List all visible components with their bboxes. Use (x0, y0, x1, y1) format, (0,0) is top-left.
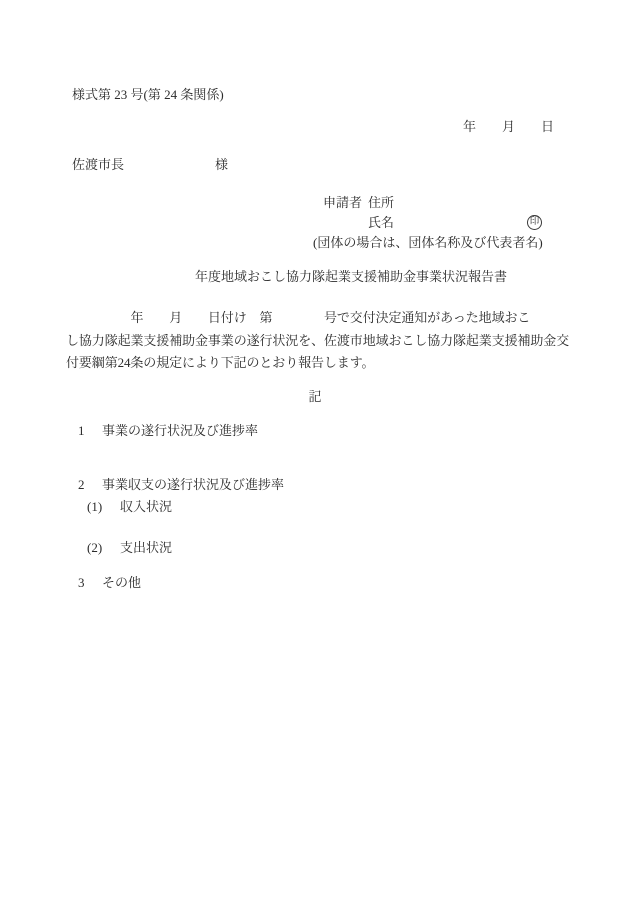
date-line: 年 月 日 (463, 119, 555, 134)
form-number: 様式第 23 号(第 24 条関係) (72, 87, 224, 102)
subitem-number: (1) (87, 499, 103, 514)
item-number: 2 (78, 477, 85, 492)
seal-mark-icon (527, 215, 542, 230)
subitem-number: (2) (87, 540, 103, 555)
applicant-address-label: 住所 (368, 195, 395, 210)
item-label: 事業の遂行状況及び進捗率 (102, 423, 259, 438)
paragraph-line: し協力隊起業支援補助金事業の遂行状況を、佐渡市地域おこし協力隊起業支援補助金交 (66, 333, 570, 348)
seal-char: 印 (529, 216, 540, 227)
applicant-name-label: 氏名 (368, 215, 395, 230)
subitem-label: 収入状況 (120, 499, 173, 514)
applicant-label: 申請者 (323, 195, 363, 210)
document-title: 年度地域おこし協力隊起業支援補助金事業状況報告書 (195, 269, 508, 284)
addressee-line: 佐渡市長 様 (72, 157, 229, 172)
paragraph-line: 年 月 日付け 第 号で交付決定通知があった地域おこ (66, 310, 531, 325)
subitem-label: 支出状況 (120, 540, 173, 555)
item-number: 1 (78, 423, 85, 438)
item-label: 事業収支の遂行状況及び進捗率 (102, 477, 285, 492)
item-label: その他 (102, 575, 142, 590)
record-marker: 記 (308, 389, 322, 404)
paragraph-line: 付要綱第24条の規定により下記のとおり報告します。 (66, 355, 375, 370)
item-number: 3 (78, 575, 85, 590)
applicant-corporate-note: (団体の場合は、団体名称及び代表者名) (313, 235, 543, 250)
